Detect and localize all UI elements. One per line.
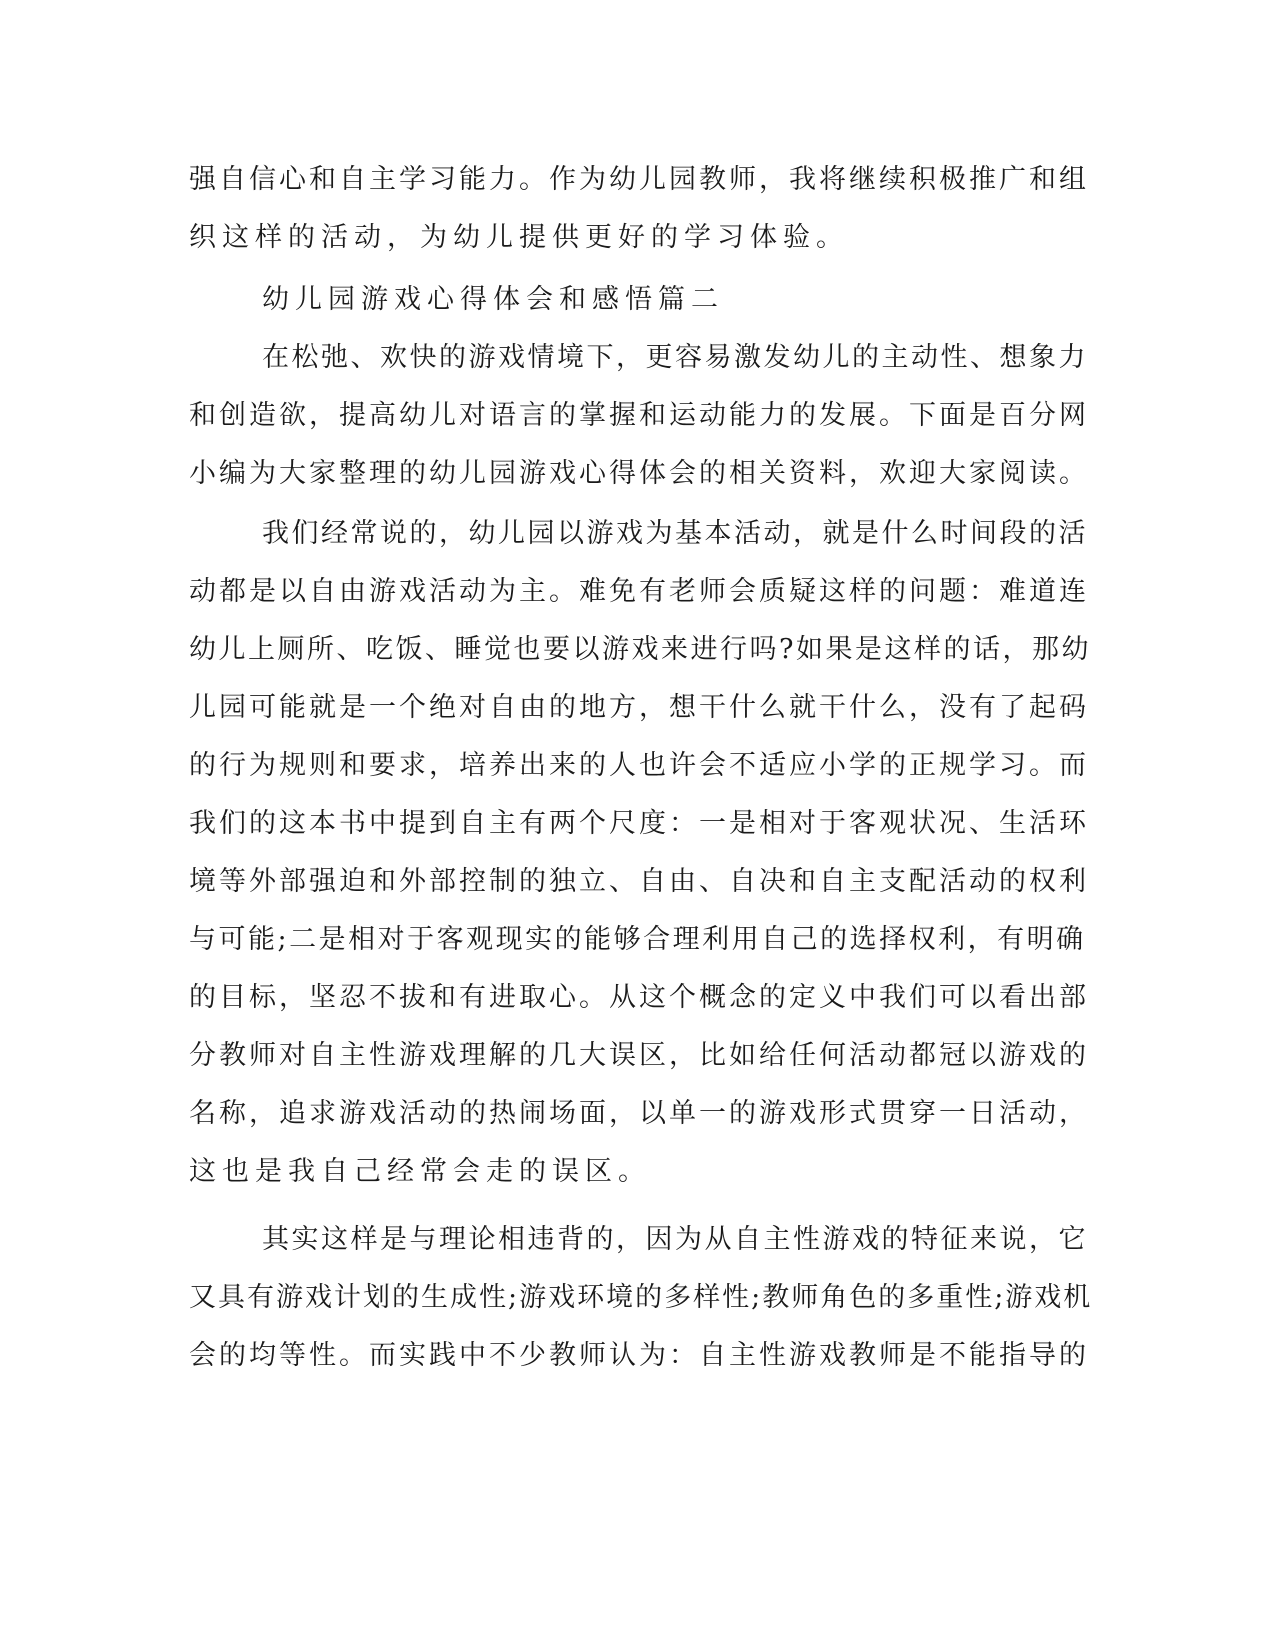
body-text-line: 和创造欲，提高幼儿对语言的掌握和运动能力的发展。下面是百分网 <box>189 400 1089 431</box>
body-text-line: 的行为规则和要求，培养出来的人也许会不适应小学的正规学习。而 <box>189 750 1089 781</box>
body-text-line: 动都是以自由游戏活动为主。难免有老师会质疑这样的问题：难道连 <box>189 576 1089 607</box>
body-text-line: 会的均等性。而实践中不少教师认为：自主性游戏教师是不能指导的 <box>189 1340 1089 1371</box>
body-text-line: 境等外部强迫和外部控制的独立、自由、自决和自主支配活动的权利 <box>189 866 1089 897</box>
body-text-line: 名称，追求游戏活动的热闹场面，以单一的游戏形式贯穿一日活动， <box>189 1098 1089 1129</box>
body-text-line: 在松弛、欢快的游戏情境下，更容易激发幼儿的主动性、想象力 <box>262 342 1088 373</box>
body-text-line: 小编为大家整理的幼儿园游戏心得体会的相关资料，欢迎大家阅读。 <box>189 458 1089 489</box>
body-text-line: 我们的这本书中提到自主有两个尺度：一是相对于客观状况、生活环 <box>189 808 1089 839</box>
body-text-line: 分教师对自主性游戏理解的几大误区，比如给任何活动都冠以游戏的 <box>189 1040 1089 1071</box>
body-text-line: 的目标，坚忍不拔和有进取心。从这个概念的定义中我们可以看出部 <box>189 982 1089 1013</box>
body-text-line: 幼儿上厕所、吃饭、睡觉也要以游戏来进行吗?如果是这样的话，那幼 <box>189 634 1091 665</box>
body-text-line: 与可能;二是相对于客观现实的能够合理利用自己的选择权利，有明确 <box>189 924 1086 955</box>
body-text-line: 儿园可能就是一个绝对自由的地方，想干什么就干什么，没有了起码 <box>189 692 1089 723</box>
body-text-line: 其实这样是与理论相违背的，因为从自主性游戏的特征来说，它 <box>262 1224 1088 1255</box>
body-text-line: 强自信心和自主学习能力。作为幼儿园教师，我将继续积极推广和组 <box>189 164 1089 195</box>
body-text-line: 又具有游戏计划的生成性;游戏环境的多样性;教师角色的多重性;游戏机 <box>189 1282 1093 1313</box>
body-text-line: 织这样的活动，为幼儿提供更好的学习体验。 <box>189 222 849 253</box>
body-text-line: 这也是我自己经常会走的误区。 <box>189 1156 651 1187</box>
section-heading: 幼儿园游戏心得体会和感悟篇二 <box>262 284 724 315</box>
body-text-line: 我们经常说的，幼儿园以游戏为基本活动，就是什么时间段的活 <box>262 518 1088 549</box>
